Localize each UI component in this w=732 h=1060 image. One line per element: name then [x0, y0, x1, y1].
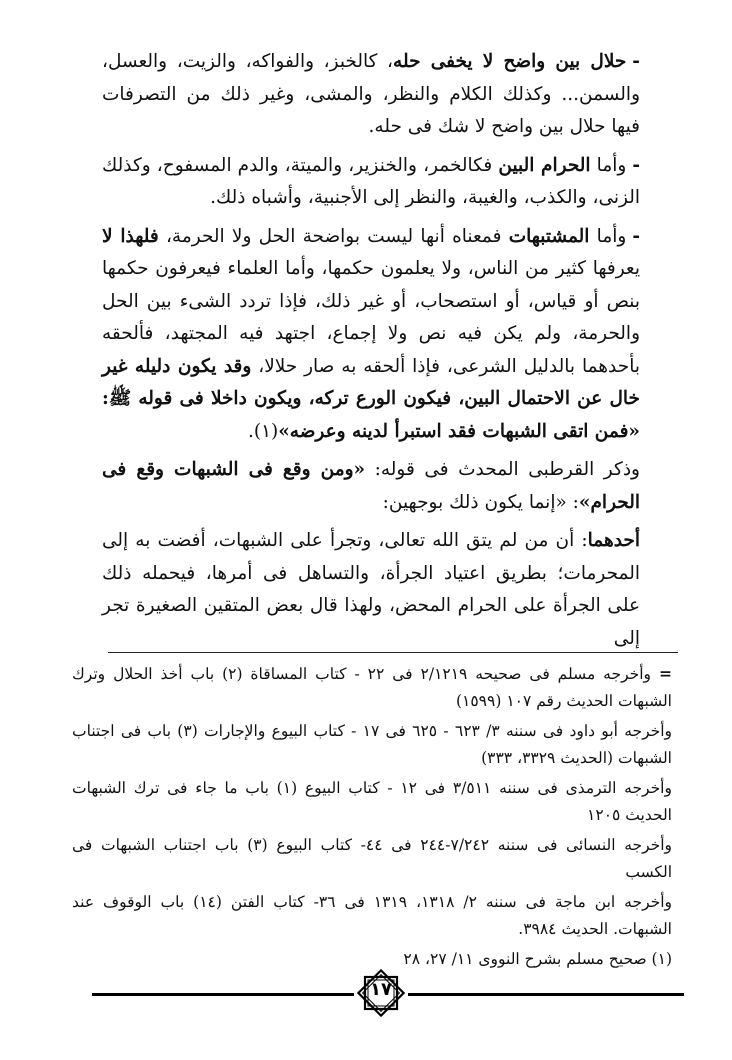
paragraph-lead: وأما [589, 225, 627, 247]
footnote-text: وأخرجه النسائى فى سننه ٧/٢٤٢-٢٤٤ فى ٤٤- كتاب البيوع (٣) باب اجتناب الشبهات فى الكسب [72, 836, 673, 881]
paragraph-text: فكالخمر، والخنزير، والميتة، والدم المسفوح، وكذلك الزنى، والكذب، والغيبة، والنظر إلى الأجنبية، وأشباه ذلك. [102, 154, 640, 208]
footnote-separator [108, 652, 678, 653]
paragraph-text: يعرفها كثير من الناس، ولا يعلمون حكمها، وأما العلماء فيعرفون حكمها بنص أو قياس، أو استصحاب، أو غير ذلك، فإذا تردد الشىء بين الحل والحرمة، ولم يكن فيه نص ولا إجماع، اجتهد فيه المجتهد، فألحقه بأحدهما بالدليل الشرعى، فإذا ألحقه به صار حلالا، [102, 258, 640, 377]
footnote [72, 660, 672, 715]
footnote [72, 832, 672, 886]
paragraph-haram [102, 150, 640, 215]
paragraph-lead: وذكر القرطبى المحدث فى قوله: [365, 459, 640, 480]
list-dash: - [632, 225, 640, 247]
footnote-text: وأخرجه الترمذى فى سننه ٣/٥١١ فى ١٢ - كتاب البيوع (١) باب ما جاء فى ترك الشبهات الحديث ١٢٠٥ [72, 779, 672, 824]
bold-phrase: المشتبهات [508, 225, 590, 247]
bold-phrase: أحدهما [587, 530, 640, 551]
paragraph-text: : «إنما يكون ذلك بوجهين: [382, 491, 579, 513]
paragraph-text: ، كالخبز، والفواكه، والزيت، والعسل، والسمن... وكذلك الكلام والنظر، والمشى، وغير ذلك من التصرفات فيها حلال بين واضح لا شك فى حله. [102, 51, 640, 137]
footnote [72, 775, 672, 829]
bold-phrase: الحرام البين [498, 154, 591, 176]
paragraph-qurtubi [102, 454, 640, 519]
paragraph-mushtabihat [102, 221, 640, 449]
bold-phrase: فلهذا لا [102, 225, 159, 247]
paragraph-first-way [102, 525, 640, 655]
bold-phrase: «ومن وقع فى الشبهات وقع فى الحرام» [102, 459, 640, 513]
main-text [102, 46, 640, 661]
paragraph-text: فمعناه أنها ليست بواضحة الحل ولا الحرمة، [158, 225, 509, 247]
bottom-rule-left [92, 993, 354, 996]
footnote-text: (١) صحيح مسلم بشرح النووى ١١/ ٢٧، ٢٨ [403, 950, 672, 968]
list-dash: - [632, 154, 640, 176]
page-number: ١٧ [370, 979, 392, 1000]
paragraph-text: : أن من لم يتق الله تعالى، وتجرأ على الشبهات، أفضت به إلى المحرمات؛ بطريق اعتياد الجرأة، والتساهل فى أمرها، فيحمله ذلك على الجرأة على الحرام المحض، ولهذا قال بعض المتقين الصغيرة تجر إلى [102, 530, 640, 649]
list-dash: - [632, 51, 640, 72]
bottom-rule-right [408, 993, 684, 996]
footnote-text: وأخرجه ابن ماجة فى سننه ٢/ ١٣١٨، ١٣١٩ فى ٣٦- كتاب الفتن (١٤) باب الوقوف عند الشبهات. الحديث ٣٩٨٤. [72, 893, 672, 938]
paragraph-lead: وأما [590, 154, 627, 176]
bold-phrase: حلال بين واضح لا يخفى حله [393, 51, 627, 72]
footnote [72, 718, 672, 772]
footnotes [72, 660, 672, 976]
paragraph-halal [102, 46, 640, 144]
footnote-ref: (١). [247, 420, 279, 442]
bold-phrase: وقد يكون دليله غير خال عن الاحتمال البين، فيكون الورع تركه، ويكون داخلا فى قوله ﷺ: «فمن اتقى الشبهات فقد استبرأ لدينه وعرضه» [102, 355, 640, 442]
continuation-mark: = [659, 664, 673, 683]
footnote-text: وأخرجه مسلم فى صحيحه ٢/١٢١٩ فى ٢٢ - كتاب المساقاة (٢) باب أخذ الحلال وترك الشبهات الحديث رقم ١٠٧ (١٥٩٩) [72, 665, 672, 710]
footnote-text: وأخرجه أبو داود فى سننه ٣/ ٦٢٣ - ٦٢٥ فى ١٧ - كتاب البيوع والإجارات (٣) باب فى اجتناب الشبهات (الحديث ٣٣٢٩، ٣٣٣) [72, 722, 673, 767]
footnote [72, 889, 672, 943]
